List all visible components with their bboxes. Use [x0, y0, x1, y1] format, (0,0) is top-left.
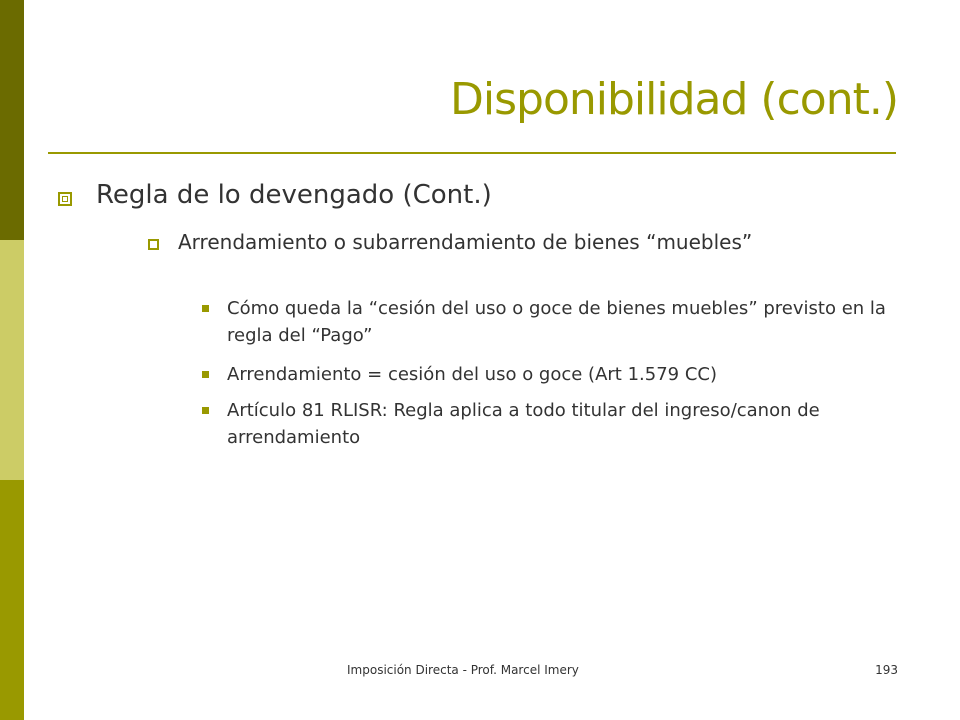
- filled-square-bullet-icon: [202, 371, 209, 378]
- bullet-text: Artículo 81 RLISR: Regla aplica a todo titular del ingreso/canon de arrendamiento: [227, 400, 820, 448]
- bullet-text: Cómo queda la “cesión del uso o goce de bienes muebles” previsto en la regla del “Pago”: [227, 298, 886, 346]
- sidebar-band-olive: [0, 480, 24, 720]
- bullet-text: Arrendamiento o subarrendamiento de bienes “muebles”: [178, 230, 753, 254]
- filled-square-bullet-icon: [202, 407, 209, 414]
- square-bullet-icon: [148, 239, 159, 250]
- square-bullet-icon: [58, 192, 72, 206]
- title-divider: [48, 152, 896, 154]
- bullet-text: Arrendamiento = cesión del uso o goce (Art 1.579 CC): [227, 364, 717, 385]
- page-number: 193: [875, 663, 898, 677]
- sidebar-band-light: [0, 240, 24, 480]
- filled-square-bullet-icon: [202, 305, 209, 312]
- sidebar-stripe: [0, 0, 24, 720]
- footer-text: Imposición Directa - Prof. Marcel Imery: [347, 663, 579, 677]
- bullet-text: Regla de lo devengado (Cont.): [96, 180, 492, 210]
- slide-title: Disponibilidad (cont.): [450, 74, 898, 125]
- sidebar-band-dark: [0, 0, 24, 240]
